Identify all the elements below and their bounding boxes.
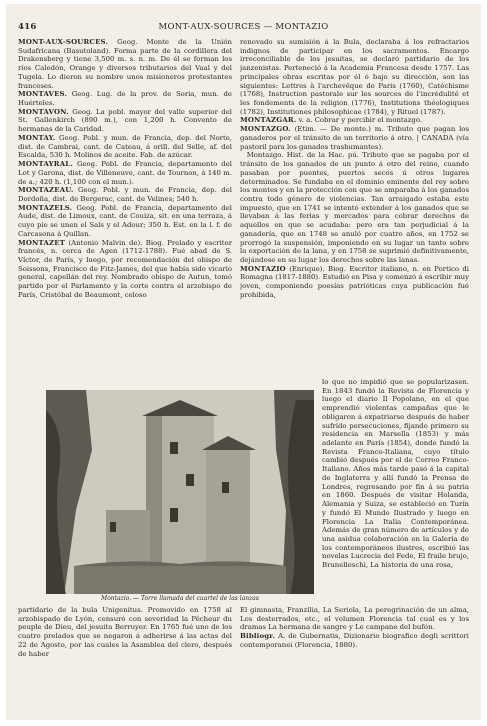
dictionary-page: [6, 4, 481, 720]
figure-caption: Montazio. — Torre llamada del cuartel de las lanzas: [46, 594, 314, 604]
entry-text: renovado su sumisión á la Bula, declaraba á los refractarios indignos de participar en los sacramentos. Encargo irreconciliable de los jesuítas, se declaró partidario de los janzenistas. Perteneció á la Academia Francesa desde 1757. Las principales obras escritas por él ó bajo su dirección, son las siguientes: Lettres à l'archevêque de Paris (1760), Catéchisme (1768), Instruction pastorale sur les sources de l'incrédulité et les fondements de la religion (1776), Institutions théologiques (1782), Institutiones philosophicae (1784), y Rituel (1787).: [240, 38, 469, 116]
entry-text: Geog. Monte de la Unión Sudafricana (Basutoland). Forma parte de la cordillera del Drakensberg y tiene 3,500 m. s. n. m. De él se forman los ríos Caledón, Orange y diversos tributarios del Vaal y del Tugela. Lo dieron su nombre unos misioneros protestantes franceses.: [18, 38, 232, 90]
entry: [18, 204, 232, 239]
running-title: MONT-AUX-SOURCES — MONTAZIO: [158, 22, 329, 32]
entry-text: (Antonio Malvin de). Biog. Prelado y escritor francés, n. cerca de Agen (1712-1788). Fué abad de S. Víctor, de París, y luego, por recomendación del obispo de Soissons, Francisco de Fitz-James, del que había sido vicario general, capellán del rey. Nombrado obispo de Autun, tomó partido por el Parlamento y la corte contra el arzobispo de París, Cristóbal de Beaumont, celoso: [18, 238, 232, 299]
entry-headword: MONTAZIO: [240, 264, 286, 273]
entry: [18, 239, 232, 300]
bottom-left-column: [18, 606, 232, 658]
entry-text: Geog. Lug. de la prov. de Soria, mun. de Huérteles.: [18, 90, 232, 108]
entry-text: Geog. Pobl. y mun. de Francia, dep. del Norte, dist. de Cambrai, cant. de Cateau, á orill. del Selle, af. del Escalda, 530 h. Molinos de aceite. Fab. de azúcar.: [18, 133, 232, 160]
entry-text: Geog. Pobl. de Francia, departamento del Lot y Garona, dist. de Villeneuve, cant. de Tournon, á 140 m. de a.; 420 h. (1,100 con el mun.).: [18, 160, 232, 186]
entry-text: v. a. Cobrar y percibir el montazgo.: [298, 116, 423, 125]
entry: [240, 265, 469, 300]
entry-continuation: [322, 378, 469, 570]
entry-text: lo que no impidió que se popularizasen. En 1843 fundó la Revista de Florencia y luego el diario Il Popolano, en el que emprendió violentas campañas que le obligaron á expatriarse después de haber sufrido persecuciones, fijando primero su residencia en Marsella (1853) y más adelante en París (1854), donde fundó la Revista Franco-Italiana, cuyo título cambió después por el de Correo Franco-Italiano. Años más tarde pasó á la capital de Inglaterra y allí fundó la Prensa de Londres, regresando por fin á su patria en 1860. Después de visitar Holanda, Alemania y Suiza, se estableció en Turín y fundó El Mundo Ilustrado y luego en Florencia La Italia Contemporánea. Además de gran número de artículos y de una asidua colaboración en la Galería de los contemporáneos ilustres, escribió las novelas Lucrecia del Fede, El fraile brujo, Brunelleschi, La historia de una rosa,: [322, 378, 469, 570]
entry-text: Montazgo. Hist. de la Hac. pú. Tributo que se pagaba por el tránsito de los ganados de un punto á otro del reino, cuando pasaban por puentes, puertos secos ú otros lugares determinados. Se fundaba en el dominio eminente del rey sobre los montes y en la protección con que se amparaba á los ganados contra todo género de violencias. Tan arraigado estaba este impuesto, que en 1741 se intentó extender á los ganados que se llevaban á las ferias y mercados para cobrar derechos de aquellos en que se acudaba: pero era tan perjudicial á la ganadería, que en 1748 se anuló por cuatro años, en 1752 se prorrogó la suspensión, imponiendo en su lugar un tanto sobre la exportación de la lana, y en 1758 se suprimió definitivamente, dejándose en su lugar los derechos sobre las lanas.: [240, 151, 469, 264]
entry-text: partidario de la bula Unigenitus. Promovido en 1758 al arzobispado de Lyón, censuró con severidad la Pêcheur du peuple de Dieu, del jesuita Berruyer. En 1765 fué uno de los cuatro prelados que se negaron á adherirse á las actas del 22 de Agosto, por las cuales la Asamblea del clero, después de haber: [18, 606, 232, 658]
entry-headword: MONTAZEAU.: [18, 186, 74, 195]
entry-text: (Etim. — De monte.) m. Tributo que pagan los ganaderos por el tránsito de un territorio á otro. | CANADA (vía pastoril para los ganados trashumantes).: [240, 125, 469, 151]
bottom-right-column: [240, 606, 469, 650]
entry: [240, 116, 469, 125]
page-header: [18, 22, 469, 36]
bibliography-label: Bibliogr.: [240, 632, 276, 641]
entry-text: Geog. La pobl. mayor del valle superior del St. Gallenkirch (890 m.), con 1,200 h. Convento de hermanas de la Caridad.: [18, 107, 232, 134]
entry-continuation: [240, 606, 469, 632]
bottom-columns: [18, 606, 469, 720]
entry: [18, 38, 232, 90]
bibliography-text: A. de Gubernatis, Dizionario biografico degli scrittori contemporanei (Florencia, 1880).: [240, 632, 469, 649]
right-column-top: [240, 38, 469, 376]
entry-headword: MONTAZGO.: [240, 125, 291, 134]
entry-headword: MONTAY.: [18, 133, 56, 142]
right-column-beside-figure: [322, 378, 469, 604]
entry-headword: MONT-AUX-SOURCES.: [18, 38, 109, 46]
entry-headword: MONTAYRAL.: [18, 160, 73, 169]
entry: [240, 125, 469, 151]
left-column: [18, 38, 232, 376]
entry-text: El gimnasta, Franzilia, La Seriola, La peregrinación de un alma, Los desterrados, etc., el volumen Florencia tal cual es y los dramas La hermana de sangre y Le campane del bufón.: [240, 606, 469, 632]
entry-headword: MONTAZGAR.: [240, 116, 297, 125]
entry: [18, 134, 232, 160]
entry-subsection: [240, 151, 469, 264]
entry: [18, 90, 232, 107]
entry-text: (Enrique). Biog. Escritor italiano, n. en Portico di Romagna (1817-1880). Estudió en Pisa y comenzó á escribir muy joven, componiendo poesías patrióticas cuya publicación fué prohibida,: [240, 264, 469, 299]
entry-text: Geog. Pobl. y mun. de Francia, dep. del Dordoña, dist. de Bergerac, cant. de Velines; 540 h.: [18, 186, 232, 203]
page-number: 416: [18, 22, 37, 32]
bibliography: [240, 632, 469, 649]
entry: [18, 186, 232, 203]
entry-headword: MONTAVES.: [18, 90, 68, 99]
tower-photograph: [46, 390, 314, 604]
tower-illustration: [46, 390, 314, 596]
entry-headword: MONTAVON.: [18, 107, 69, 116]
entry-headword: MONTAZELS.: [18, 203, 73, 212]
entry-headword: MONTAZET: [18, 238, 66, 247]
entry-continuation: [18, 606, 232, 658]
entry: [18, 108, 232, 134]
entry-continuation: [240, 38, 469, 116]
entry-text: Geog. Pobl. de Francia, departamento del Aude, dist. de Limoux, cant. de Couiza, sit. en una terraza, á cuyo pie se unen el Sals y el Adour; 350 h. Est. en la l. f. de Carcasona á Quillan.: [18, 203, 232, 238]
entry: [18, 160, 232, 186]
